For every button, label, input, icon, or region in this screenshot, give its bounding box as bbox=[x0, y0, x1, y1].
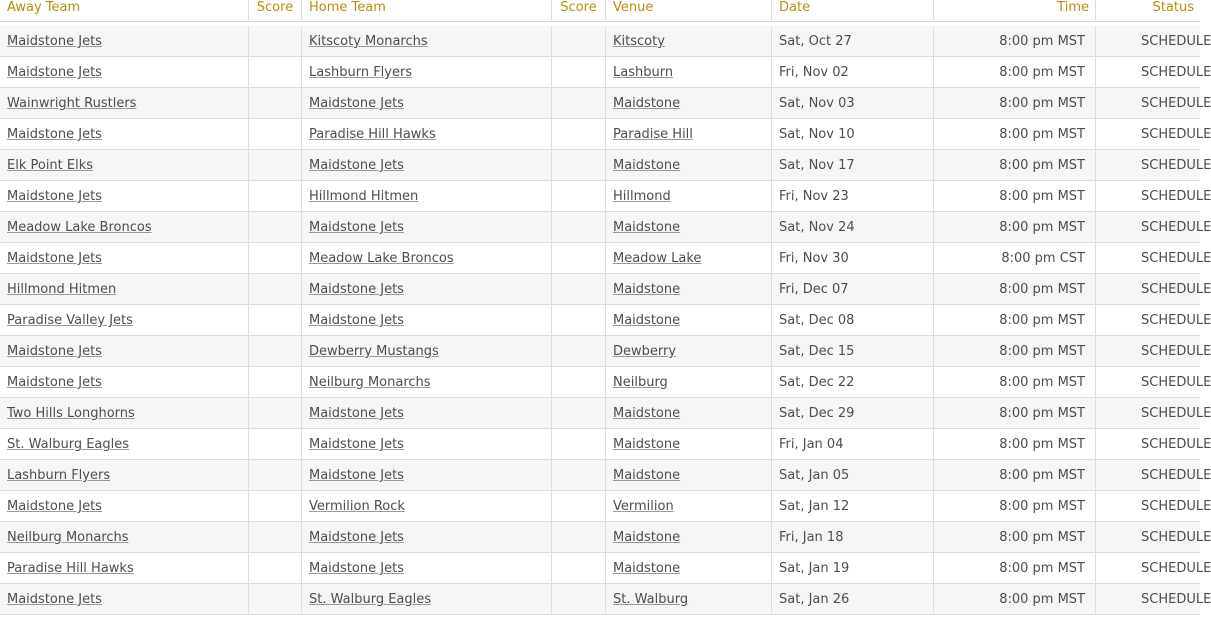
game-date: Fri, Jan 18 bbox=[779, 530, 844, 545]
venue-link-cell bbox=[606, 429, 772, 460]
home-team-link-cell bbox=[302, 553, 552, 584]
home-score-cell bbox=[552, 460, 606, 491]
home-score-cell bbox=[552, 305, 606, 336]
game-status-cell bbox=[1096, 429, 1211, 460]
game-status-cell bbox=[1096, 243, 1211, 274]
game-time: 8:00 pm MST bbox=[999, 375, 1085, 390]
game-date: Sat, Dec 08 bbox=[779, 313, 855, 328]
away-team-link[interactable]: Paradise Hill Hawks bbox=[7, 561, 134, 576]
game-status: SCHEDULE bbox=[1141, 220, 1211, 235]
away-team-link[interactable]: Maidstone Jets bbox=[7, 127, 102, 142]
venue-link[interactable]: Maidstone bbox=[613, 220, 681, 235]
game-status: SCHEDULE bbox=[1141, 251, 1211, 266]
home-score-cell bbox=[552, 243, 606, 274]
venue-link[interactable]: Maidstone bbox=[613, 158, 681, 173]
venue-link[interactable]: Lashburn bbox=[613, 65, 674, 80]
game-status: SCHEDULE bbox=[1141, 561, 1211, 576]
home-team-link-cell bbox=[302, 243, 552, 274]
game-date-cell bbox=[772, 305, 934, 336]
away-team-link[interactable]: Hillmond Hitmen bbox=[7, 282, 117, 297]
game-time: 8:00 pm MST bbox=[999, 530, 1085, 545]
game-status-cell bbox=[1096, 119, 1211, 150]
venue-link-cell bbox=[606, 367, 772, 398]
venue-link[interactable]: Maidstone bbox=[613, 468, 681, 483]
home-team-link[interactable]: Kitscoty Monarchs bbox=[309, 34, 428, 49]
home-team-link[interactable]: Hillmond Hitmen bbox=[309, 189, 419, 204]
venue-link-cell bbox=[606, 119, 772, 150]
game-date-cell bbox=[772, 553, 934, 584]
away-team-link-cell bbox=[0, 336, 249, 367]
away-team-link[interactable]: Two Hills Longhorns bbox=[7, 406, 135, 421]
game-time-cell bbox=[934, 460, 1096, 491]
game-status: SCHEDULE bbox=[1141, 189, 1211, 204]
game-date: Sat, Dec 29 bbox=[779, 406, 855, 421]
game-date: Sat, Nov 10 bbox=[779, 127, 855, 142]
venue-link-cell bbox=[606, 305, 772, 336]
game-status-cell bbox=[1096, 88, 1211, 119]
table-row bbox=[0, 57, 1211, 88]
home-team-link[interactable]: Maidstone Jets bbox=[309, 530, 404, 545]
game-status: SCHEDULE bbox=[1141, 375, 1211, 390]
game-date-cell bbox=[772, 243, 934, 274]
game-date-cell bbox=[772, 181, 934, 212]
table-row bbox=[0, 150, 1211, 181]
game-date: Fri, Jan 04 bbox=[779, 437, 844, 452]
home-team-link-cell bbox=[302, 367, 552, 398]
game-date: Fri, Nov 30 bbox=[779, 251, 849, 266]
away-score-cell bbox=[249, 119, 302, 150]
venue-link[interactable]: Kitscoty bbox=[613, 34, 665, 49]
table-row bbox=[0, 460, 1211, 491]
venue-link[interactable]: Neilburg bbox=[613, 375, 668, 390]
game-time-cell bbox=[934, 367, 1096, 398]
game-status: SCHEDULE bbox=[1141, 406, 1211, 421]
venue-link[interactable]: Maidstone bbox=[613, 530, 681, 545]
game-time: 8:00 pm CST bbox=[1001, 251, 1085, 266]
game-date: Sat, Jan 19 bbox=[779, 561, 850, 576]
home-team-link[interactable]: Maidstone Jets bbox=[309, 561, 404, 576]
game-status-cell bbox=[1096, 522, 1211, 553]
table-row bbox=[0, 212, 1211, 243]
game-time-cell bbox=[934, 584, 1096, 615]
home-score-cell bbox=[552, 119, 606, 150]
venue-link-cell bbox=[606, 522, 772, 553]
game-time: 8:00 pm MST bbox=[999, 499, 1085, 514]
game-date: Sat, Dec 15 bbox=[779, 344, 855, 359]
game-time: 8:00 pm MST bbox=[999, 34, 1085, 49]
game-date-cell bbox=[772, 522, 934, 553]
away-team-link[interactable]: Paradise Valley Jets bbox=[7, 313, 133, 328]
away-team-link-cell bbox=[0, 57, 249, 88]
away-team-link[interactable]: Maidstone Jets bbox=[7, 189, 102, 204]
game-date-cell bbox=[772, 274, 934, 305]
home-score-cell bbox=[552, 88, 606, 119]
table-header-row bbox=[0, 0, 1200, 22]
venue-link[interactable]: Paradise Hill bbox=[613, 127, 693, 142]
game-date: Sat, Nov 17 bbox=[779, 158, 855, 173]
home-score-cell bbox=[552, 150, 606, 181]
home-score-cell bbox=[552, 274, 606, 305]
away-team-link-cell bbox=[0, 88, 249, 119]
away-team-link-cell bbox=[0, 367, 249, 398]
home-team-link[interactable]: Neilburg Monarchs bbox=[309, 375, 431, 390]
game-time: 8:00 pm MST bbox=[999, 468, 1085, 483]
game-date-cell bbox=[772, 460, 934, 491]
venue-link[interactable]: Maidstone bbox=[613, 282, 681, 297]
away-team-link-cell bbox=[0, 274, 249, 305]
home-score-cell bbox=[552, 367, 606, 398]
game-date: Sat, Oct 27 bbox=[779, 34, 852, 49]
game-time-cell bbox=[934, 305, 1096, 336]
venue-link-cell bbox=[606, 57, 772, 88]
game-time-cell bbox=[934, 212, 1096, 243]
away-team-link-cell bbox=[0, 150, 249, 181]
away-team-link-cell bbox=[0, 522, 249, 553]
home-team-link-cell bbox=[302, 522, 552, 553]
home-team-link-cell bbox=[302, 57, 552, 88]
away-score-cell bbox=[249, 429, 302, 460]
game-time-cell bbox=[934, 398, 1096, 429]
column-header-time[interactable]: Time bbox=[934, 0, 1096, 22]
venue-link[interactable]: Maidstone bbox=[613, 561, 681, 576]
game-status-cell bbox=[1096, 336, 1211, 367]
game-status: SCHEDULE bbox=[1141, 592, 1211, 607]
game-time: 8:00 pm MST bbox=[999, 592, 1085, 607]
home-team-link[interactable]: Maidstone Jets bbox=[309, 406, 404, 421]
game-time-cell bbox=[934, 553, 1096, 584]
game-date: Sat, Nov 24 bbox=[779, 220, 855, 235]
away-team-link-cell bbox=[0, 305, 249, 336]
away-team-link[interactable]: Wainwright Rustlers bbox=[7, 96, 137, 111]
home-team-link-cell bbox=[302, 429, 552, 460]
table-row bbox=[0, 429, 1211, 460]
away-score-cell bbox=[249, 460, 302, 491]
away-score-cell bbox=[249, 584, 302, 615]
home-score-cell bbox=[552, 336, 606, 367]
away-team-link-cell bbox=[0, 398, 249, 429]
game-time: 8:00 pm MST bbox=[999, 189, 1085, 204]
venue-link[interactable]: Maidstone bbox=[613, 406, 681, 421]
venue-link-cell bbox=[606, 150, 772, 181]
game-time-cell bbox=[934, 429, 1096, 460]
venue-link-cell bbox=[606, 398, 772, 429]
home-score-cell bbox=[552, 522, 606, 553]
game-time-cell bbox=[934, 181, 1096, 212]
game-status: SCHEDULE bbox=[1141, 127, 1211, 142]
table-row bbox=[0, 274, 1211, 305]
venue-link-cell bbox=[606, 584, 772, 615]
game-time-cell bbox=[934, 119, 1096, 150]
table-row bbox=[0, 119, 1211, 150]
home-team-link[interactable]: Dewberry Mustangs bbox=[309, 344, 439, 359]
away-score-cell bbox=[249, 150, 302, 181]
game-status: SCHEDULE bbox=[1141, 499, 1211, 514]
game-date-cell bbox=[772, 584, 934, 615]
home-team-link[interactable]: Vermilion Rock bbox=[309, 499, 405, 514]
game-status: SCHEDULE bbox=[1141, 158, 1211, 173]
game-status-cell bbox=[1096, 491, 1211, 522]
game-time-cell bbox=[934, 88, 1096, 119]
game-date: Sat, Dec 22 bbox=[779, 375, 855, 390]
home-team-link-cell bbox=[302, 491, 552, 522]
table-row bbox=[0, 181, 1211, 212]
home-team-link[interactable]: Maidstone Jets bbox=[309, 437, 404, 452]
venue-link-cell bbox=[606, 212, 772, 243]
game-status-cell bbox=[1096, 181, 1211, 212]
table-row bbox=[0, 305, 1211, 336]
away-score-cell bbox=[249, 212, 302, 243]
game-time: 8:00 pm MST bbox=[999, 406, 1085, 421]
away-team-link-cell bbox=[0, 119, 249, 150]
away-score-cell bbox=[249, 367, 302, 398]
away-team-link-cell bbox=[0, 429, 249, 460]
home-team-link[interactable]: Maidstone Jets bbox=[309, 220, 404, 235]
home-team-link[interactable]: Meadow Lake Broncos bbox=[309, 251, 454, 266]
away-score-cell bbox=[249, 491, 302, 522]
game-status: SCHEDULE bbox=[1141, 96, 1211, 111]
game-status-cell bbox=[1096, 584, 1211, 615]
game-status-cell bbox=[1096, 460, 1211, 491]
away-team-link-cell bbox=[0, 243, 249, 274]
game-time: 8:00 pm MST bbox=[999, 344, 1085, 359]
away-team-link-cell bbox=[0, 26, 249, 57]
away-team-link-cell bbox=[0, 491, 249, 522]
venue-link-cell bbox=[606, 88, 772, 119]
table-row bbox=[0, 522, 1211, 553]
venue-link-cell bbox=[606, 336, 772, 367]
game-status-cell bbox=[1096, 274, 1211, 305]
game-date-cell bbox=[772, 429, 934, 460]
venue-link[interactable]: Maidstone bbox=[613, 313, 681, 328]
home-team-link-cell bbox=[302, 181, 552, 212]
away-team-link[interactable]: Lashburn Flyers bbox=[7, 468, 111, 483]
table-row bbox=[0, 491, 1211, 522]
away-team-link-cell bbox=[0, 181, 249, 212]
game-date-cell bbox=[772, 57, 934, 88]
away-score-cell bbox=[249, 88, 302, 119]
game-time-cell bbox=[934, 491, 1096, 522]
game-date-cell bbox=[772, 336, 934, 367]
venue-link[interactable]: Maidstone bbox=[613, 96, 681, 111]
column-header-away-score[interactable]: Score bbox=[249, 0, 302, 22]
venue-link[interactable]: Vermilion bbox=[613, 499, 674, 514]
away-team-link[interactable]: St. Walburg Eagles bbox=[7, 437, 130, 452]
away-score-cell bbox=[249, 274, 302, 305]
home-score-cell bbox=[552, 429, 606, 460]
home-team-link-cell bbox=[302, 88, 552, 119]
venue-link[interactable]: Dewberry bbox=[613, 344, 677, 359]
game-date: Fri, Nov 23 bbox=[779, 189, 849, 204]
home-team-link-cell bbox=[302, 119, 552, 150]
home-team-link[interactable]: Maidstone Jets bbox=[309, 282, 404, 297]
game-status: SCHEDULE bbox=[1141, 437, 1211, 452]
venue-link[interactable]: St. Walburg bbox=[613, 592, 689, 607]
game-status: SCHEDULE bbox=[1141, 34, 1211, 49]
home-team-link[interactable]: Maidstone Jets bbox=[309, 313, 404, 328]
column-header-home-score[interactable]: Score bbox=[552, 0, 606, 22]
game-status: SCHEDULE bbox=[1141, 65, 1211, 80]
game-date-cell bbox=[772, 367, 934, 398]
game-time-cell bbox=[934, 336, 1096, 367]
game-date-cell bbox=[772, 491, 934, 522]
table-row bbox=[0, 398, 1211, 429]
table-row bbox=[0, 553, 1211, 584]
table-row bbox=[0, 243, 1211, 274]
table-row bbox=[0, 88, 1211, 119]
game-status-cell bbox=[1096, 398, 1211, 429]
game-date: Fri, Nov 02 bbox=[779, 65, 849, 80]
table-row bbox=[0, 336, 1211, 367]
home-team-link-cell bbox=[302, 398, 552, 429]
game-time: 8:00 pm MST bbox=[999, 561, 1085, 576]
away-team-link[interactable]: Maidstone Jets bbox=[7, 344, 102, 359]
home-team-link-cell bbox=[302, 460, 552, 491]
game-status: SCHEDULE bbox=[1141, 468, 1211, 483]
home-score-cell bbox=[552, 212, 606, 243]
game-date: Sat, Jan 26 bbox=[779, 592, 850, 607]
home-score-cell bbox=[552, 491, 606, 522]
game-status-cell bbox=[1096, 367, 1211, 398]
away-team-link[interactable]: Elk Point Elks bbox=[7, 158, 94, 173]
game-status-cell bbox=[1096, 26, 1211, 57]
game-date-cell bbox=[772, 88, 934, 119]
away-score-cell bbox=[249, 553, 302, 584]
game-status-cell bbox=[1096, 150, 1211, 181]
game-date-cell bbox=[772, 150, 934, 181]
away-score-cell bbox=[249, 305, 302, 336]
home-team-link[interactable]: St. Walburg Eagles bbox=[309, 592, 432, 607]
game-status: SCHEDULE bbox=[1141, 282, 1211, 297]
game-time: 8:00 pm MST bbox=[999, 282, 1085, 297]
home-team-link[interactable]: Maidstone Jets bbox=[309, 468, 404, 483]
column-header-status[interactable]: Status bbox=[1152, 0, 1194, 15]
game-status-cell bbox=[1096, 305, 1211, 336]
venue-link-cell bbox=[606, 553, 772, 584]
game-status: SCHEDULE bbox=[1141, 313, 1211, 328]
away-team-link-cell bbox=[0, 212, 249, 243]
away-score-cell bbox=[249, 522, 302, 553]
column-header-away-team[interactable]: Away Team bbox=[0, 0, 249, 22]
home-team-link-cell bbox=[302, 584, 552, 615]
home-score-cell bbox=[552, 398, 606, 429]
home-score-cell bbox=[552, 584, 606, 615]
away-team-link[interactable]: Neilburg Monarchs bbox=[7, 530, 129, 545]
home-team-link[interactable]: Maidstone Jets bbox=[309, 158, 404, 173]
home-score-cell bbox=[552, 57, 606, 88]
away-team-link[interactable]: Maidstone Jets bbox=[7, 499, 102, 514]
home-team-link-cell bbox=[302, 212, 552, 243]
home-team-link[interactable]: Paradise Hill Hawks bbox=[309, 127, 436, 142]
away-score-cell bbox=[249, 181, 302, 212]
column-header-venue[interactable]: Venue bbox=[606, 0, 772, 22]
column-header-home-team[interactable]: Home Team bbox=[302, 0, 552, 22]
game-date-cell bbox=[772, 212, 934, 243]
game-date: Sat, Jan 12 bbox=[779, 499, 850, 514]
game-time: 8:00 pm MST bbox=[999, 127, 1085, 142]
game-time: 8:00 pm MST bbox=[999, 313, 1085, 328]
game-time-cell bbox=[934, 522, 1096, 553]
away-team-link[interactable]: Maidstone Jets bbox=[7, 34, 102, 49]
home-team-link-cell bbox=[302, 274, 552, 305]
venue-link[interactable]: Hillmond bbox=[613, 189, 671, 204]
away-score-cell bbox=[249, 336, 302, 367]
away-team-link[interactable]: Maidstone Jets bbox=[7, 251, 102, 266]
away-team-link-cell bbox=[0, 460, 249, 491]
away-team-link[interactable]: Maidstone Jets bbox=[7, 65, 102, 80]
home-team-link[interactable]: Maidstone Jets bbox=[309, 96, 404, 111]
home-team-link-cell bbox=[302, 305, 552, 336]
home-team-link-cell bbox=[302, 26, 552, 57]
game-time-cell bbox=[934, 274, 1096, 305]
home-score-cell bbox=[552, 181, 606, 212]
away-team-link-cell bbox=[0, 584, 249, 615]
home-score-cell bbox=[552, 553, 606, 584]
game-time-cell bbox=[934, 57, 1096, 88]
away-team-link[interactable]: Meadow Lake Broncos bbox=[7, 220, 152, 235]
game-date: Fri, Dec 07 bbox=[779, 282, 849, 297]
venue-link-cell bbox=[606, 243, 772, 274]
venue-link-cell bbox=[606, 491, 772, 522]
away-score-cell bbox=[249, 26, 302, 57]
game-status: SCHEDULE bbox=[1141, 344, 1211, 359]
game-time-cell bbox=[934, 150, 1096, 181]
home-team-link-cell bbox=[302, 336, 552, 367]
game-time-cell bbox=[934, 243, 1096, 274]
venue-link[interactable]: Maidstone bbox=[613, 437, 681, 452]
venue-link-cell bbox=[606, 26, 772, 57]
game-date: Sat, Jan 05 bbox=[779, 468, 850, 483]
venue-link[interactable]: Meadow Lake bbox=[613, 251, 702, 266]
table-row bbox=[0, 26, 1211, 57]
game-time: 8:00 pm MST bbox=[999, 437, 1085, 452]
game-time-cell bbox=[934, 26, 1096, 57]
game-time: 8:00 pm MST bbox=[999, 158, 1085, 173]
game-status-cell bbox=[1096, 553, 1211, 584]
table-row bbox=[0, 584, 1211, 615]
venue-link-cell bbox=[606, 274, 772, 305]
game-time: 8:00 pm MST bbox=[999, 96, 1085, 111]
table-row bbox=[0, 367, 1211, 398]
game-date: Sat, Nov 03 bbox=[779, 96, 855, 111]
venue-link-cell bbox=[606, 181, 772, 212]
away-team-link-cell bbox=[0, 553, 249, 584]
away-score-cell bbox=[249, 243, 302, 274]
home-team-link-cell bbox=[302, 150, 552, 181]
game-date-cell bbox=[772, 119, 934, 150]
column-header-date[interactable]: Date bbox=[772, 0, 934, 22]
game-time: 8:00 pm MST bbox=[999, 65, 1085, 80]
away-team-link[interactable]: Maidstone Jets bbox=[7, 375, 102, 390]
game-status-cell bbox=[1096, 57, 1211, 88]
game-status-cell bbox=[1096, 212, 1211, 243]
game-date-cell bbox=[772, 398, 934, 429]
game-date-cell bbox=[772, 26, 934, 57]
game-time: 8:00 pm MST bbox=[999, 220, 1085, 235]
home-score-cell bbox=[552, 26, 606, 57]
venue-link-cell bbox=[606, 460, 772, 491]
away-team-link[interactable]: Maidstone Jets bbox=[7, 592, 102, 607]
away-score-cell bbox=[249, 57, 302, 88]
home-team-link[interactable]: Lashburn Flyers bbox=[309, 65, 413, 80]
away-score-cell bbox=[249, 398, 302, 429]
game-status: SCHEDULE bbox=[1141, 530, 1211, 545]
